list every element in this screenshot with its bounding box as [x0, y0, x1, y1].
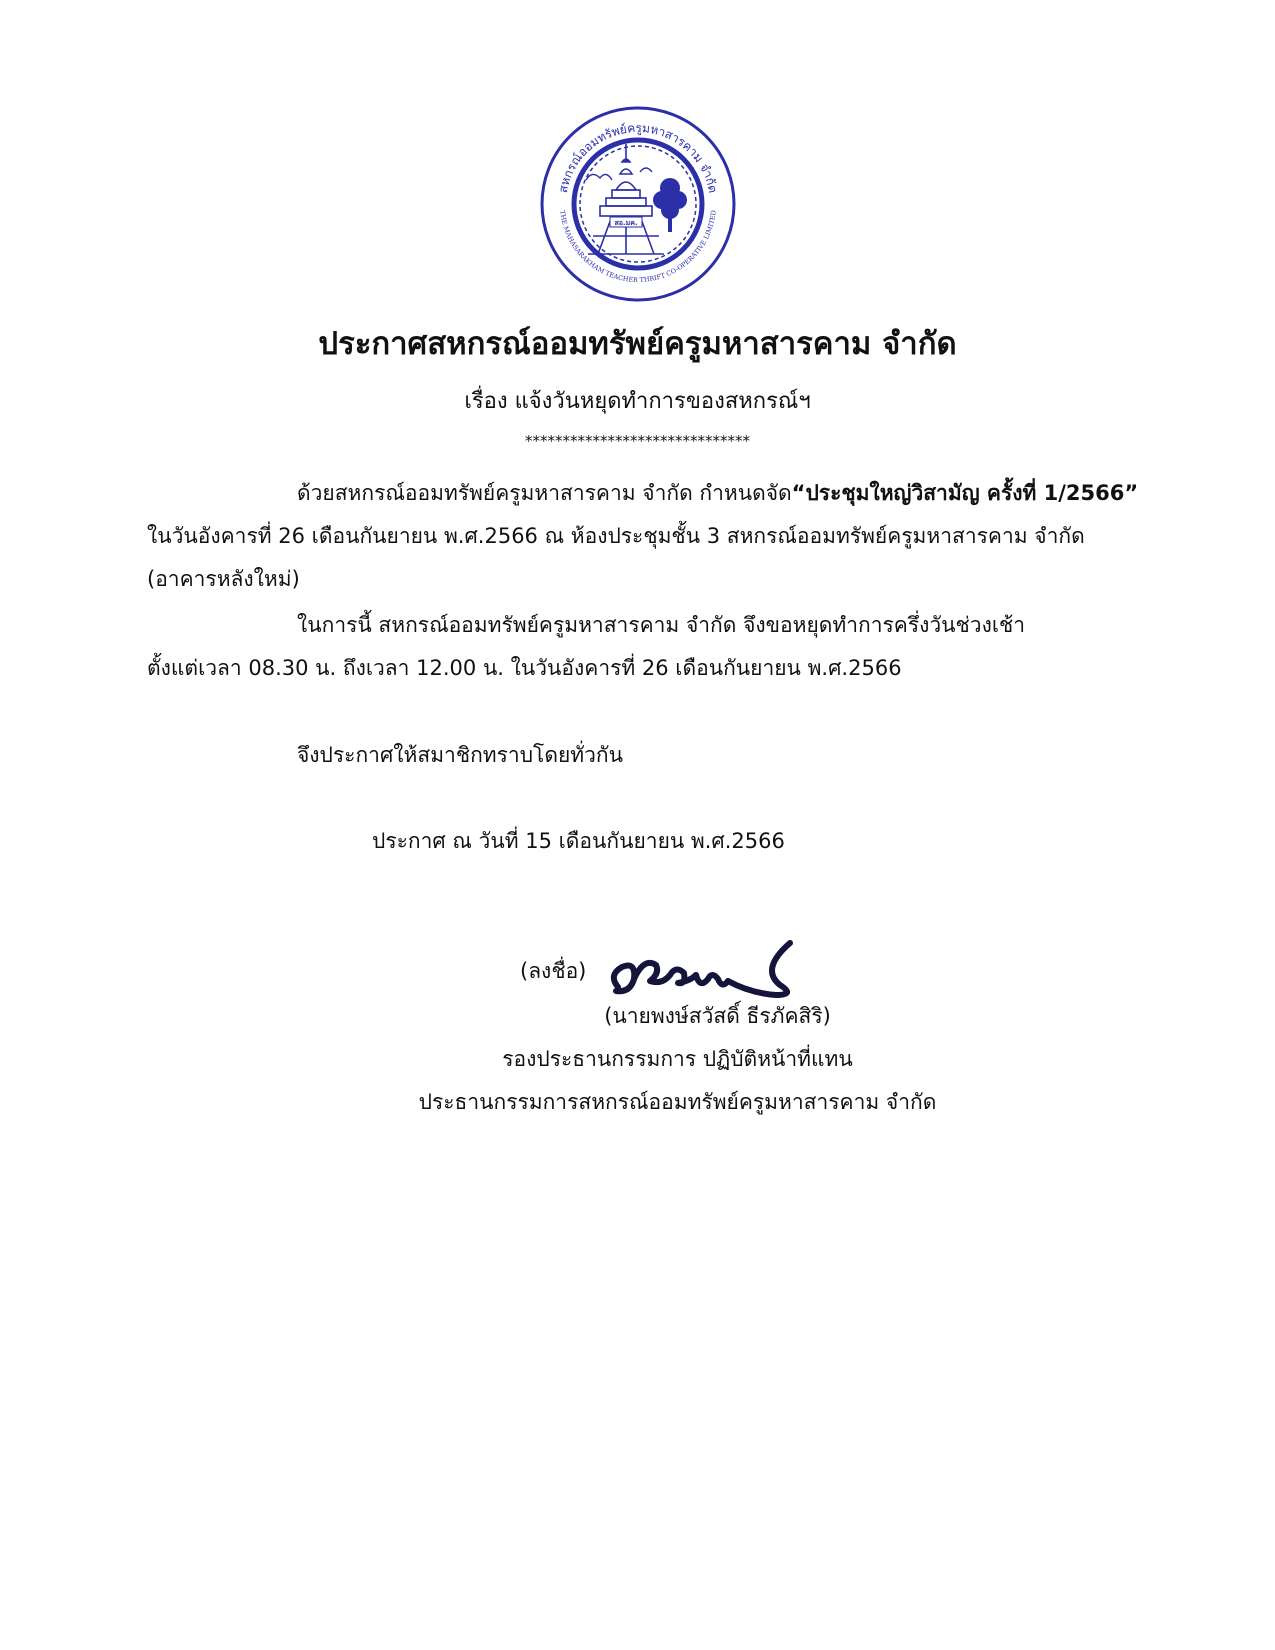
paragraph-1-text: ด้วยสหกรณ์ออมทรัพย์ครูมหาสารคาม จำกัด กำหนดจัด	[297, 481, 792, 505]
paragraph-1-line-1	[297, 478, 1138, 508]
page-title: ประกาศสหกรณ์ออมทรัพย์ครูมหาสารคาม จำกัด	[318, 326, 957, 362]
tree-icon	[653, 178, 687, 232]
logo-outer-text: สหกรณ์ออมทรัพย์ครูมหาสารคาม จำกัด	[555, 120, 721, 195]
announce-date: ประกาศ ณ วันที่ 15 เดือนกันยายน พ.ศ.2566	[372, 829, 785, 853]
subject-line: เรื่อง แจ้งวันหยุดทำการของสหกรณ์ฯ	[464, 389, 811, 414]
signer-position-1: รองประธานกรรมการ ปฏิบัติหน้าที่แทน	[502, 1047, 853, 1071]
signer-name: (นายพงษ์สวัสดิ์ ธีรภัคสิริ)	[604, 1004, 831, 1028]
separator-stars: ******************************	[525, 432, 750, 450]
paragraph-2-line-2: ตั้งแต่เวลา 08.30 น. ถึงเวลา 12.00 น. ในวันอังคารที่ 26 เดือนกันยายน พ.ศ.2566	[147, 656, 902, 680]
logo-center-text: สอ.มค.	[614, 219, 638, 227]
cloud-icon	[640, 168, 652, 172]
paragraph-1-line-2: ในวันอังคารที่ 26 เดือนกันยายน พ.ศ.2566 ณ ห้องประชุมชั้น 3 สหกรณ์ออมทรัพย์ครูมหาสารคาม จำกัด	[147, 524, 1085, 548]
cooperative-logo	[538, 104, 738, 304]
signature-label: (ลงชื่อ)	[520, 959, 587, 983]
stupa-icon	[588, 144, 664, 254]
meeting-name: “ประชุมใหญ่วิสามัญ ครั้งที่ 1/2566”	[791, 481, 1139, 505]
signer-position-2: ประธานกรรมการสหกรณ์ออมทรัพย์ครูมหาสารคาม จำกัด	[418, 1090, 937, 1114]
cloud-icon	[586, 174, 612, 180]
paragraph-1-line-3: (อาคารหลังใหม่)	[147, 567, 300, 591]
paragraph-3: จึงประกาศให้สมาชิกทราบโดยทั่วกัน	[297, 743, 623, 767]
paragraph-2-line-1: ในการนี้ สหกรณ์ออมทรัพย์ครูมหาสารคาม จำกัด จึงขอหยุดทำการครึ่งวันช่วงเช้า	[297, 613, 1026, 637]
logo-english-text: THE MAHASARAKHAM TEACHER THRIFT CO-OPERATIVE LIMITED	[558, 209, 718, 285]
